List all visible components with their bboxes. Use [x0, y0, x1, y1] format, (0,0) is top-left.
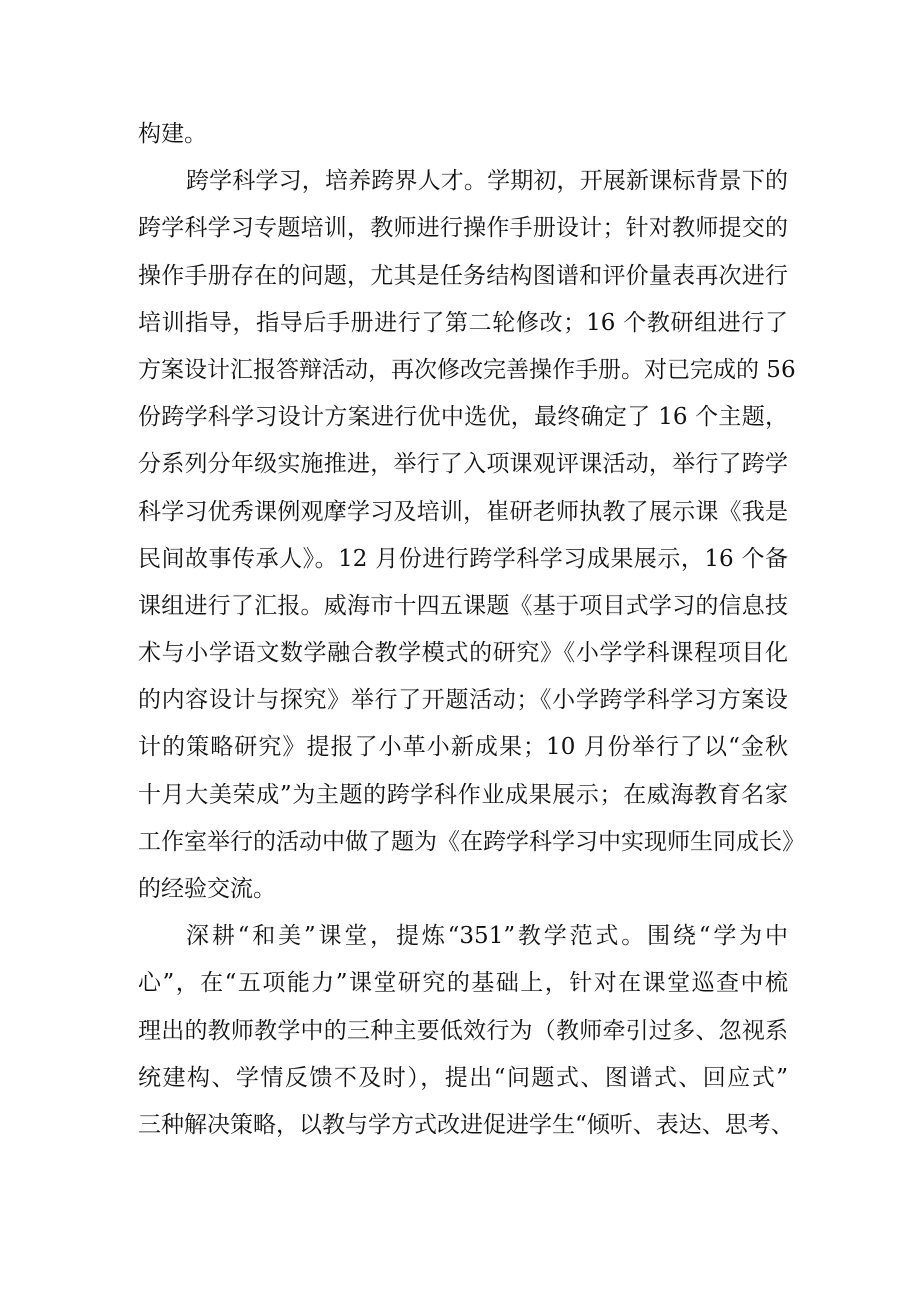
text-line-20: 理出的教师教学中的三种主要低效行为（教师牵引过多、忽视系	[138, 1017, 788, 1044]
text-line-17: 的经验交流。	[138, 876, 276, 902]
text-line-11: 课组进行了汇报。威海市十四五课题《基于项目式学习的信息技	[138, 592, 788, 619]
document-body	[138, 111, 805, 1149]
text-line-12: 术与小学语文数学融合教学模式的研究》《小学学科课程项目化	[138, 640, 788, 667]
text-line-1: 构建。	[138, 121, 207, 147]
text-line-14: 计的策略研究》提报了小革小新成果；10 月份举行了以“金秋	[138, 734, 788, 761]
text-line-5: 培训指导，指导后手册进行了第二轮修改；16 个教研组进行了	[138, 309, 788, 336]
text-line-4: 操作手册存在的问题，尤其是任务结构图谱和评价量表再次进行	[138, 262, 788, 289]
text-line-22: 三种解决策略，以教与学方式改进促进学生“倾听、表达、思考、	[138, 1111, 794, 1138]
text-line-21: 统建构、学情反馈不及时），提出“问题式、图谱式、回应式”	[138, 1064, 788, 1091]
text-line-3: 跨学科学习专题培训，教师进行操作手册设计；针对教师提交的	[138, 215, 788, 242]
text-line-2: 跨学科学习，培养跨界人才。学期初，开展新课标背景下的	[186, 168, 788, 195]
text-line-8: 分系列分年级实施推进，举行了入项课观评课活动，举行了跨学	[138, 451, 788, 478]
text-line-10: 民间故事传承人》。12 月份进行跨学科学习成果展示，16 个备	[138, 545, 788, 572]
text-line-6: 方案设计汇报答辩活动，再次修改完善操作手册。对已完成的 56	[138, 356, 796, 383]
text-line-9: 科学习优秀课例观摩学习及培训，崔研老师执教了展示课《我是	[138, 498, 788, 525]
text-line-18: 深耕“和美”课堂，提炼“351”教学范式。围绕“学为中	[186, 923, 788, 950]
text-line-7: 份跨学科学习设计方案进行优中选优，最终确定了 16 个主题，	[138, 404, 788, 431]
text-line-13: 的内容设计与探究》举行了开题活动；《小学跨学科学习方案设	[138, 687, 788, 714]
text-line-16: 工作室举行的活动中做了题为《在跨学科学习中实现师生同成长》	[138, 828, 805, 855]
text-line-15: 十月大美荣成”为主题的跨学科作业成果展示；在威海教育名家	[138, 781, 788, 808]
text-line-19: 心”，在“五项能力”课堂研究的基础上，针对在课堂巡查中梳	[138, 970, 788, 997]
